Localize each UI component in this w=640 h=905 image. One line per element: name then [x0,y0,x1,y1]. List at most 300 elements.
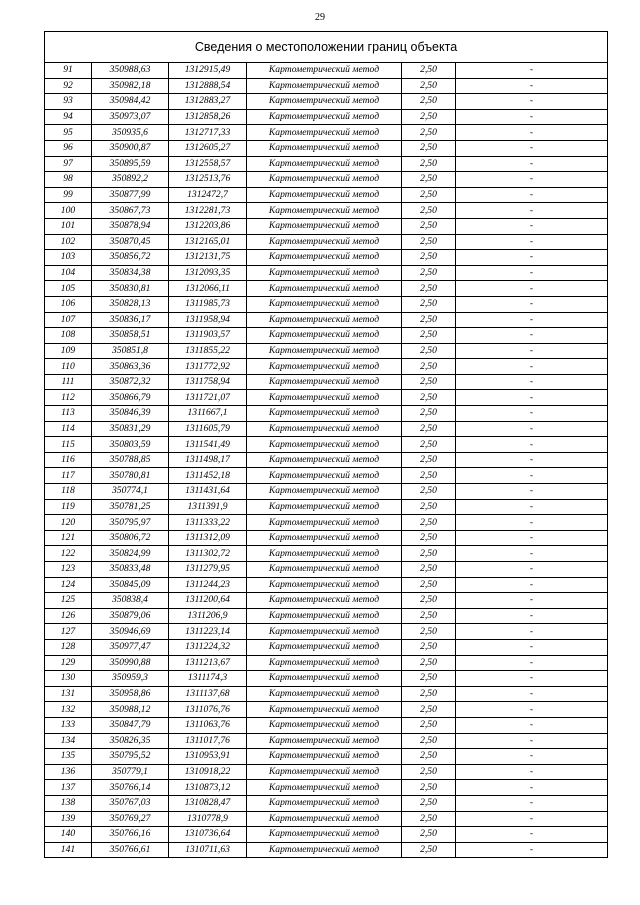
table-row [45,639,608,655]
x-coordinate-cell: 350831,29 [92,421,169,437]
method-cell: Картометрический метод [247,671,402,687]
method-cell: Картометрический метод [247,187,402,203]
method-cell: Картометрический метод [247,515,402,531]
table-row [45,78,608,94]
point-number-cell: 138 [45,795,92,811]
table-row [45,250,608,266]
description-cell: - [456,827,608,843]
precision-cell: 2,50 [402,218,456,234]
precision-cell: 2,50 [402,312,456,328]
y-coordinate-cell: 1312915,49 [169,63,247,79]
x-coordinate-cell: 350988,63 [92,63,169,79]
y-coordinate-cell: 1312472,7 [169,187,247,203]
boundary-table [44,31,608,858]
description-cell: - [456,655,608,671]
description-cell: - [456,312,608,328]
description-cell: - [456,281,608,297]
table-row [45,686,608,702]
y-coordinate-cell: 1312203,86 [169,218,247,234]
table-row [45,593,608,609]
description-cell: - [456,811,608,827]
table-row [45,827,608,843]
table-row [45,795,608,811]
x-coordinate-cell: 350766,61 [92,842,169,858]
x-coordinate-cell: 350867,73 [92,203,169,219]
description-cell: - [456,296,608,312]
description-cell: - [456,842,608,858]
point-number-cell: 140 [45,827,92,843]
method-cell: Картометрический метод [247,281,402,297]
y-coordinate-cell: 1312717,33 [169,125,247,141]
description-cell: - [456,452,608,468]
method-cell: Картометрический метод [247,530,402,546]
table-row [45,515,608,531]
table-row [45,94,608,110]
description-cell: - [456,780,608,796]
table-row [45,265,608,281]
precision-cell: 2,50 [402,359,456,375]
x-coordinate-cell: 350824,99 [92,546,169,562]
y-coordinate-cell: 1310953,91 [169,749,247,765]
table-row [45,608,608,624]
method-cell: Картометрический метод [247,63,402,79]
table-row [45,343,608,359]
point-number-cell: 119 [45,499,92,515]
point-number-cell: 133 [45,717,92,733]
table-row [45,125,608,141]
description-cell: - [456,577,608,593]
precision-cell: 2,50 [402,795,456,811]
precision-cell: 2,50 [402,140,456,156]
y-coordinate-cell: 1311017,76 [169,733,247,749]
table-row [45,312,608,328]
method-cell: Картометрический метод [247,499,402,515]
precision-cell: 2,50 [402,172,456,188]
y-coordinate-cell: 1311498,17 [169,452,247,468]
point-number-cell: 134 [45,733,92,749]
x-coordinate-cell: 350838,4 [92,593,169,609]
description-cell: - [456,702,608,718]
method-cell: Картометрический метод [247,686,402,702]
y-coordinate-cell: 1311200,64 [169,593,247,609]
x-coordinate-cell: 350935,6 [92,125,169,141]
x-coordinate-cell: 350900,87 [92,140,169,156]
point-number-cell: 118 [45,484,92,500]
table-row [45,359,608,375]
table-row [45,842,608,858]
y-coordinate-cell: 1310711,63 [169,842,247,858]
method-cell: Картометрический метод [247,140,402,156]
method-cell: Картометрический метод [247,452,402,468]
point-number-cell: 120 [45,515,92,531]
precision-cell: 2,50 [402,562,456,578]
description-cell: - [456,530,608,546]
table-row [45,218,608,234]
description-cell: - [456,406,608,422]
x-coordinate-cell: 350769,27 [92,811,169,827]
description-cell: - [456,187,608,203]
precision-cell: 2,50 [402,530,456,546]
table-row [45,437,608,453]
x-coordinate-cell: 350988,12 [92,702,169,718]
point-number-cell: 104 [45,265,92,281]
description-cell: - [456,515,608,531]
method-cell: Картометрический метод [247,624,402,640]
method-cell: Картометрический метод [247,312,402,328]
precision-cell: 2,50 [402,78,456,94]
x-coordinate-cell: 350833,48 [92,562,169,578]
precision-cell: 2,50 [402,390,456,406]
precision-cell: 2,50 [402,421,456,437]
method-cell: Картометрический метод [247,608,402,624]
precision-cell: 2,50 [402,733,456,749]
point-number-cell: 116 [45,452,92,468]
y-coordinate-cell: 1311223,14 [169,624,247,640]
precision-cell: 2,50 [402,203,456,219]
method-cell: Картометрический метод [247,218,402,234]
precision-cell: 2,50 [402,546,456,562]
method-cell: Картометрический метод [247,827,402,843]
method-cell: Картометрический метод [247,359,402,375]
y-coordinate-cell: 1311758,94 [169,374,247,390]
x-coordinate-cell: 350858,51 [92,328,169,344]
precision-cell: 2,50 [402,109,456,125]
table-row [45,780,608,796]
method-cell: Картометрический метод [247,172,402,188]
x-coordinate-cell: 350866,79 [92,390,169,406]
point-number-cell: 92 [45,78,92,94]
point-number-cell: 129 [45,655,92,671]
y-coordinate-cell: 1310918,22 [169,764,247,780]
x-coordinate-cell: 350878,94 [92,218,169,234]
x-coordinate-cell: 350959,3 [92,671,169,687]
precision-cell: 2,50 [402,624,456,640]
method-cell: Картометрический метод [247,795,402,811]
method-cell: Картометрический метод [247,156,402,172]
method-cell: Картометрический метод [247,811,402,827]
precision-cell: 2,50 [402,499,456,515]
x-coordinate-cell: 350958,86 [92,686,169,702]
table-row [45,172,608,188]
point-number-cell: 110 [45,359,92,375]
precision-cell: 2,50 [402,374,456,390]
x-coordinate-cell: 350828,13 [92,296,169,312]
y-coordinate-cell: 1311721,07 [169,390,247,406]
x-coordinate-cell: 350826,35 [92,733,169,749]
point-number-cell: 106 [45,296,92,312]
point-number-cell: 125 [45,593,92,609]
boundary-table-container [44,31,607,858]
precision-cell: 2,50 [402,452,456,468]
table-row [45,624,608,640]
description-cell: - [456,468,608,484]
precision-cell: 2,50 [402,811,456,827]
point-number-cell: 131 [45,686,92,702]
x-coordinate-cell: 350795,52 [92,749,169,765]
table-row [45,733,608,749]
table-row [45,63,608,79]
precision-cell: 2,50 [402,328,456,344]
precision-cell: 2,50 [402,156,456,172]
description-cell: - [456,63,608,79]
description-cell: - [456,546,608,562]
precision-cell: 2,50 [402,749,456,765]
x-coordinate-cell: 350984,42 [92,94,169,110]
precision-cell: 2,50 [402,608,456,624]
point-number-cell: 123 [45,562,92,578]
table-row [45,187,608,203]
x-coordinate-cell: 350845,09 [92,577,169,593]
table-row [45,406,608,422]
y-coordinate-cell: 1311063,76 [169,717,247,733]
description-cell: - [456,437,608,453]
description-cell: - [456,156,608,172]
point-number-cell: 113 [45,406,92,422]
point-number-cell: 114 [45,421,92,437]
x-coordinate-cell: 350863,36 [92,359,169,375]
y-coordinate-cell: 1311985,73 [169,296,247,312]
point-number-cell: 101 [45,218,92,234]
x-coordinate-cell: 350779,1 [92,764,169,780]
description-cell: - [456,764,608,780]
precision-cell: 2,50 [402,468,456,484]
precision-cell: 2,50 [402,94,456,110]
method-cell: Картометрический метод [247,842,402,858]
method-cell: Картометрический метод [247,437,402,453]
point-number-cell: 127 [45,624,92,640]
x-coordinate-cell: 350872,32 [92,374,169,390]
precision-cell: 2,50 [402,842,456,858]
description-cell: - [456,359,608,375]
y-coordinate-cell: 1312131,75 [169,250,247,266]
x-coordinate-cell: 350946,69 [92,624,169,640]
x-coordinate-cell: 350781,25 [92,499,169,515]
x-coordinate-cell: 350795,97 [92,515,169,531]
point-number-cell: 137 [45,780,92,796]
x-coordinate-cell: 350879,06 [92,608,169,624]
description-cell: - [456,639,608,655]
method-cell: Картометрический метод [247,655,402,671]
table-row [45,140,608,156]
point-number-cell: 105 [45,281,92,297]
method-cell: Картометрический метод [247,265,402,281]
method-cell: Картометрический метод [247,702,402,718]
point-number-cell: 103 [45,250,92,266]
y-coordinate-cell: 1311855,22 [169,343,247,359]
description-cell: - [456,78,608,94]
method-cell: Картометрический метод [247,94,402,110]
y-coordinate-cell: 1311206,9 [169,608,247,624]
method-cell: Картометрический метод [247,250,402,266]
method-cell: Картометрический метод [247,296,402,312]
x-coordinate-cell: 350982,18 [92,78,169,94]
point-number-cell: 122 [45,546,92,562]
description-cell: - [456,624,608,640]
point-number-cell: 112 [45,390,92,406]
point-number-cell: 111 [45,374,92,390]
precision-cell: 2,50 [402,686,456,702]
description-cell: - [456,328,608,344]
method-cell: Картометрический метод [247,374,402,390]
description-cell: - [456,390,608,406]
x-coordinate-cell: 350788,85 [92,452,169,468]
description-cell: - [456,218,608,234]
method-cell: Картометрический метод [247,717,402,733]
table-row [45,671,608,687]
point-number-cell: 96 [45,140,92,156]
y-coordinate-cell: 1310828,47 [169,795,247,811]
x-coordinate-cell: 350780,81 [92,468,169,484]
x-coordinate-cell: 350806,72 [92,530,169,546]
table-row [45,484,608,500]
method-cell: Картометрический метод [247,343,402,359]
description-cell: - [456,562,608,578]
x-coordinate-cell: 350834,38 [92,265,169,281]
y-coordinate-cell: 1312165,01 [169,234,247,250]
precision-cell: 2,50 [402,515,456,531]
description-cell: - [456,250,608,266]
y-coordinate-cell: 1312066,11 [169,281,247,297]
description-cell: - [456,140,608,156]
y-coordinate-cell: 1312558,57 [169,156,247,172]
y-coordinate-cell: 1312281,73 [169,203,247,219]
y-coordinate-cell: 1311605,79 [169,421,247,437]
y-coordinate-cell: 1311431,64 [169,484,247,500]
y-coordinate-cell: 1310873,12 [169,780,247,796]
precision-cell: 2,50 [402,296,456,312]
table-row [45,702,608,718]
table-body [45,63,608,858]
precision-cell: 2,50 [402,593,456,609]
y-coordinate-cell: 1311279,95 [169,562,247,578]
point-number-cell: 102 [45,234,92,250]
table-row [45,655,608,671]
point-number-cell: 99 [45,187,92,203]
precision-cell: 2,50 [402,343,456,359]
y-coordinate-cell: 1311302,72 [169,546,247,562]
x-coordinate-cell: 350856,72 [92,250,169,266]
table-row [45,452,608,468]
table-row [45,717,608,733]
description-cell: - [456,234,608,250]
x-coordinate-cell: 350767,03 [92,795,169,811]
method-cell: Картометрический метод [247,764,402,780]
y-coordinate-cell: 1312605,27 [169,140,247,156]
y-coordinate-cell: 1312513,76 [169,172,247,188]
precision-cell: 2,50 [402,125,456,141]
table-row [45,468,608,484]
y-coordinate-cell: 1311541,49 [169,437,247,453]
method-cell: Картометрический метод [247,328,402,344]
point-number-cell: 132 [45,702,92,718]
table-row [45,156,608,172]
y-coordinate-cell: 1311958,94 [169,312,247,328]
point-number-cell: 107 [45,312,92,328]
method-cell: Картометрический метод [247,577,402,593]
y-coordinate-cell: 1312093,35 [169,265,247,281]
x-coordinate-cell: 350846,39 [92,406,169,422]
y-coordinate-cell: 1311244,23 [169,577,247,593]
point-number-cell: 139 [45,811,92,827]
y-coordinate-cell: 1311174,3 [169,671,247,687]
precision-cell: 2,50 [402,63,456,79]
x-coordinate-cell: 350870,45 [92,234,169,250]
point-number-cell: 141 [45,842,92,858]
table-row [45,421,608,437]
point-number-cell: 115 [45,437,92,453]
description-cell: - [456,172,608,188]
x-coordinate-cell: 350895,59 [92,156,169,172]
x-coordinate-cell: 350877,99 [92,187,169,203]
y-coordinate-cell: 1312888,54 [169,78,247,94]
method-cell: Картометрический метод [247,203,402,219]
precision-cell: 2,50 [402,671,456,687]
description-cell: - [456,499,608,515]
y-coordinate-cell: 1312883,27 [169,94,247,110]
method-cell: Картометрический метод [247,406,402,422]
x-coordinate-cell: 350990,88 [92,655,169,671]
method-cell: Картометрический метод [247,109,402,125]
description-cell: - [456,671,608,687]
y-coordinate-cell: 1311213,67 [169,655,247,671]
table-row [45,234,608,250]
x-coordinate-cell: 350774,1 [92,484,169,500]
description-cell: - [456,749,608,765]
point-number-cell: 126 [45,608,92,624]
table-row [45,203,608,219]
point-number-cell: 135 [45,749,92,765]
x-coordinate-cell: 350803,59 [92,437,169,453]
y-coordinate-cell: 1310778,9 [169,811,247,827]
table-row [45,749,608,765]
x-coordinate-cell: 350836,17 [92,312,169,328]
x-coordinate-cell: 350973,07 [92,109,169,125]
description-cell: - [456,686,608,702]
y-coordinate-cell: 1311903,57 [169,328,247,344]
description-cell: - [456,484,608,500]
description-cell: - [456,795,608,811]
point-number-cell: 97 [45,156,92,172]
y-coordinate-cell: 1311137,68 [169,686,247,702]
point-number-cell: 109 [45,343,92,359]
precision-cell: 2,50 [402,780,456,796]
method-cell: Картометрический метод [247,125,402,141]
table-row [45,811,608,827]
precision-cell: 2,50 [402,639,456,655]
precision-cell: 2,50 [402,234,456,250]
page-number: 29 [315,12,325,23]
method-cell: Картометрический метод [247,484,402,500]
point-number-cell: 94 [45,109,92,125]
description-cell: - [456,265,608,281]
precision-cell: 2,50 [402,484,456,500]
description-cell: - [456,374,608,390]
method-cell: Картометрический метод [247,234,402,250]
y-coordinate-cell: 1311772,92 [169,359,247,375]
precision-cell: 2,50 [402,577,456,593]
precision-cell: 2,50 [402,655,456,671]
table-row [45,374,608,390]
method-cell: Картометрический метод [247,780,402,796]
x-coordinate-cell: 350766,16 [92,827,169,843]
description-cell: - [456,421,608,437]
table-row [45,764,608,780]
y-coordinate-cell: 1311076,76 [169,702,247,718]
y-coordinate-cell: 1311224,32 [169,639,247,655]
x-coordinate-cell: 350851,8 [92,343,169,359]
description-cell: - [456,203,608,219]
description-cell: - [456,94,608,110]
